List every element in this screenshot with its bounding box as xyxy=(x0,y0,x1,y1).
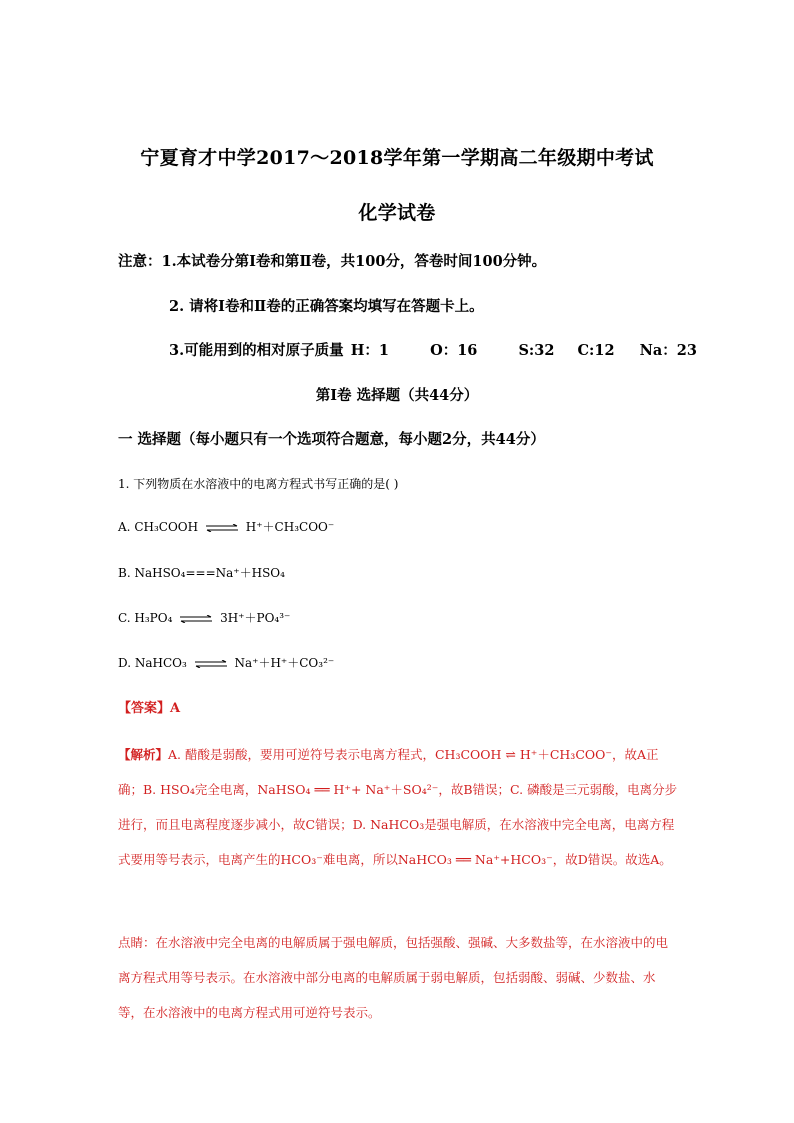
analysis-block xyxy=(118,737,678,877)
option-d-right: Na⁺＋H⁺＋CO₃²⁻ xyxy=(234,656,335,670)
mass-h: H：1 xyxy=(350,342,389,359)
notice-text-1: 1.本试卷分第Ⅰ卷和第Ⅱ卷，共100分，答卷时间100分钟。 xyxy=(161,253,547,270)
reversible-arrow-icon xyxy=(205,524,239,532)
option-b xyxy=(118,564,285,581)
question-stem: 1. 下列物质在水溶液中的电离方程式书写正确的是( ) xyxy=(118,477,399,491)
atomic-mass-prefix: 3.可能用到的相对原子质量 xyxy=(169,342,344,359)
mass-s: S:32 xyxy=(518,342,555,359)
option-d xyxy=(118,654,334,671)
reversible-arrow-icon xyxy=(194,660,228,668)
option-d-label: D. xyxy=(118,656,132,670)
notice-label: 注意： xyxy=(118,253,162,270)
option-c-label: C. xyxy=(118,611,131,625)
option-d-left: NaHCO₃ xyxy=(134,656,187,670)
option-a-label: A. xyxy=(118,520,131,534)
answer-line xyxy=(118,697,180,716)
reversible-arrow-icon xyxy=(179,615,213,623)
exam-title: 宁夏育才中学2017～2018学年第一学期高二年级期中考试 xyxy=(140,147,654,169)
option-b-label: B. xyxy=(118,566,131,580)
option-a-right: H⁺＋CH₃COO⁻ xyxy=(245,520,335,534)
mass-c: C:12 xyxy=(577,342,615,359)
notice-line-3 xyxy=(169,339,697,360)
exam-subtitle: 化学试卷 xyxy=(358,202,436,224)
option-c-left: H₃PO₄ xyxy=(134,611,173,625)
part-title: 一 选择题（每小题只有一个选项符合题意，每小题2分，共44分） xyxy=(118,431,545,448)
mass-o: O：16 xyxy=(430,342,478,359)
section-heading: 第Ⅰ卷 选择题（共44分） xyxy=(315,387,479,404)
notice-line-2: 2. 请将Ⅰ卷和Ⅱ卷的正确答案均填写在答题卡上。 xyxy=(169,298,484,315)
mass-na: Na：23 xyxy=(639,342,697,359)
answer-label: 【答案】 xyxy=(118,701,171,716)
notice-line-1 xyxy=(118,250,546,271)
analysis-text: A. 醋酸是弱酸，要用可逆符号表示电离方程式，CH₃COOH ⇌ H⁺＋CH₃COO⁻，故A正确；B. HSO₄完全电离，NaHSO₄ ══ H⁺+ Na⁺＋SO₄²⁻，故B错误；C. 磷酸是三元弱酸，电离分步进行，而且电离程度逐步减小，故C错误；D. NaHCO₃是强电解质，在水溶液中完全电离，电离方程式要用等号表示，电离产生的HCO₃⁻难电离，所以NaHCO₃ ══ Na⁺+HCO₃⁻，故D错误。故选A。 xyxy=(118,747,678,867)
option-b-text: NaHSO₄===Na⁺＋HSO₄ xyxy=(134,566,285,580)
option-c-right: 3H⁺＋PO₄³⁻ xyxy=(220,611,291,625)
tip-block: 点睛：在水溶液中完全电离的电解质属于强电解质，包括强酸、强碱、大多数盐等，在水溶液中的电离方程式用等号表示。在水溶液中部分电离的电解质属于弱电解质，包括弱酸、弱碱、少数盐、水等，在水溶液中的电离方程式用可逆符号表示。 xyxy=(118,935,669,1020)
option-a-left: CH₃COOH xyxy=(134,520,199,534)
option-c xyxy=(118,609,290,626)
answer-value: A xyxy=(170,701,181,716)
option-a xyxy=(118,518,334,535)
analysis-label: 【解析】 xyxy=(118,747,169,762)
